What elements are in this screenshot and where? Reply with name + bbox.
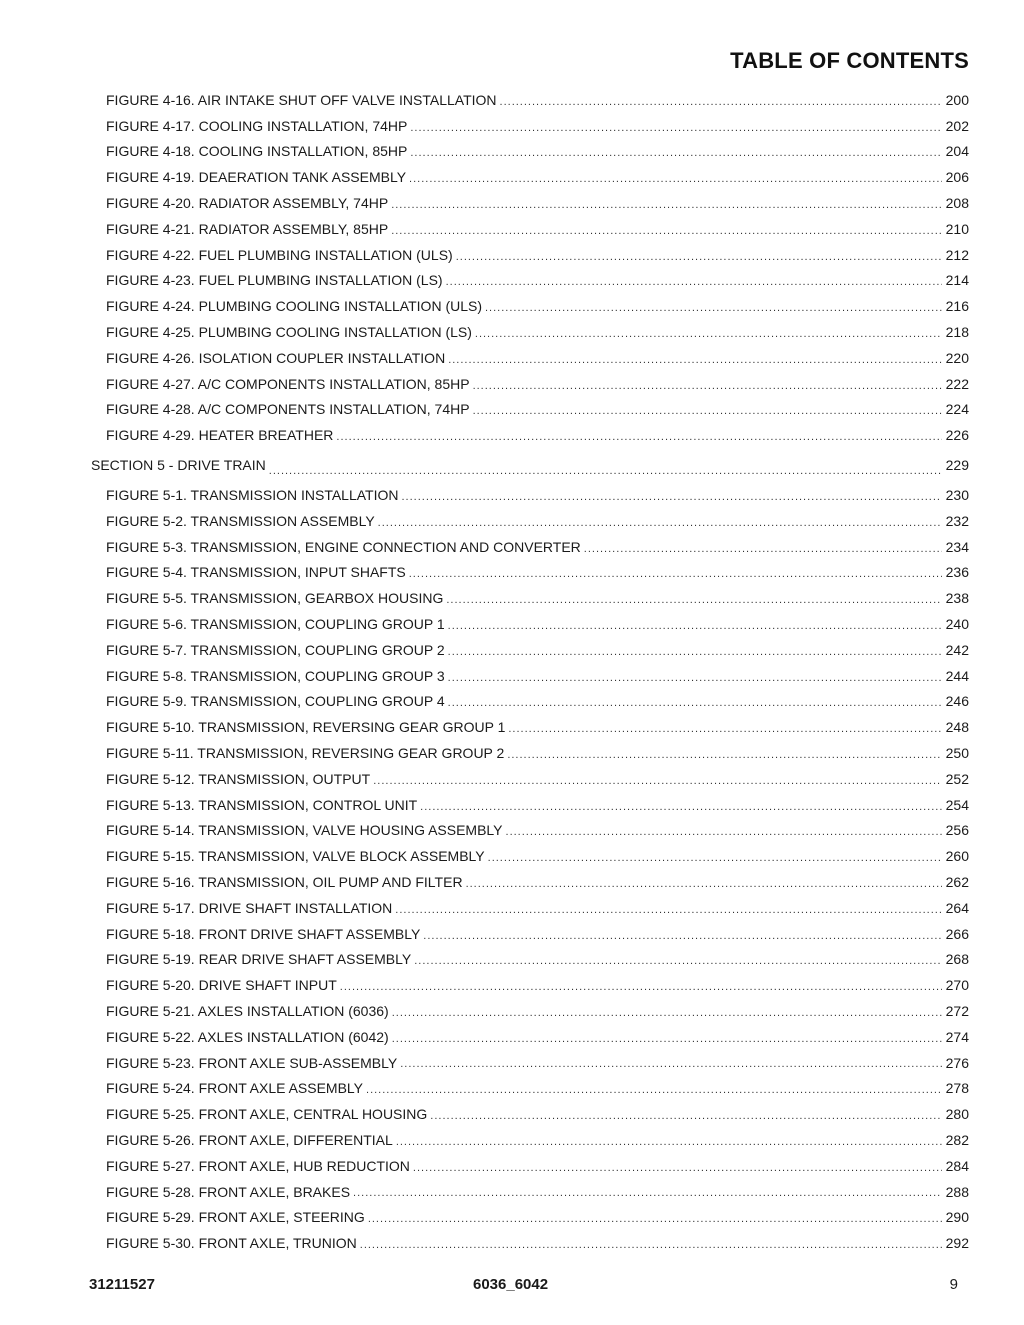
toc-entry-page-number: 204 bbox=[945, 143, 969, 160]
dot-leader bbox=[360, 1238, 942, 1256]
toc-entry-title: FIGURE 4-24. PLUMBING COOLING INSTALLATION (ULS) bbox=[106, 298, 482, 315]
toc-figure-entry[interactable] bbox=[0, 482, 1024, 508]
toc-entry-title: SECTION 5 - DRIVE TRAIN bbox=[91, 457, 266, 474]
toc-entry-title: FIGURE 5-28. FRONT AXLE, BRAKES bbox=[106, 1183, 351, 1200]
dot-leader bbox=[500, 95, 942, 113]
toc-figure-entry[interactable] bbox=[0, 508, 1024, 534]
toc-entry-title: FIGURE 5-26. FRONT AXLE, DIFFERENTIAL bbox=[106, 1131, 393, 1148]
toc-entry-title: FIGURE 5-24. FRONT AXLE ASSEMBLY bbox=[106, 1080, 364, 1097]
toc-entry-title: FIGURE 4-21. RADIATOR ASSEMBLY, 85HP bbox=[106, 220, 389, 237]
toc-entry-page-number: 214 bbox=[945, 272, 969, 289]
toc-entry-title: FIGURE 5-12. TRANSMISSION, OUTPUT bbox=[106, 770, 371, 787]
dot-leader bbox=[395, 903, 942, 921]
toc-figure-entry[interactable] bbox=[0, 1050, 1024, 1076]
dot-leader bbox=[423, 929, 942, 947]
dot-leader bbox=[269, 464, 942, 482]
toc-entry-page-number: 256 bbox=[945, 822, 969, 839]
dot-leader bbox=[448, 645, 942, 663]
toc-entry-page-number: 268 bbox=[945, 951, 969, 968]
dot-leader bbox=[368, 1212, 942, 1230]
toc-entry-page-number: 288 bbox=[945, 1183, 969, 1200]
dot-leader bbox=[420, 800, 942, 818]
toc-figure-entry[interactable] bbox=[0, 895, 1024, 921]
dot-leader bbox=[448, 353, 942, 371]
toc-entry-page-number: 250 bbox=[945, 745, 969, 762]
toc-figure-entry[interactable] bbox=[0, 397, 1024, 423]
toc-entry-title: FIGURE 5-27. FRONT AXLE, HUB REDUCTION bbox=[106, 1157, 410, 1174]
toc-entry-page-number: 254 bbox=[945, 796, 969, 813]
toc-figure-entry[interactable] bbox=[0, 611, 1024, 637]
toc-figure-entry[interactable] bbox=[0, 164, 1024, 190]
dot-leader bbox=[353, 1186, 942, 1204]
toc-entry-page-number: 206 bbox=[945, 169, 969, 186]
toc-entry-title: FIGURE 5-1. TRANSMISSION INSTALLATION bbox=[106, 487, 399, 504]
toc-entry-title: FIGURE 4-20. RADIATOR ASSEMBLY, 74HP bbox=[106, 195, 389, 212]
toc-entry-page-number: 208 bbox=[945, 195, 969, 212]
toc-figure-entry[interactable] bbox=[0, 689, 1024, 715]
footer-page-number: 9 bbox=[949, 1276, 958, 1293]
toc-entry-page-number: 272 bbox=[945, 1002, 969, 1019]
toc-entry-page-number: 274 bbox=[945, 1028, 969, 1045]
toc-entry-page-number: 236 bbox=[945, 564, 969, 581]
toc-entry-page-number: 290 bbox=[945, 1209, 969, 1226]
toc-entry-page-number: 202 bbox=[945, 117, 969, 134]
toc-figure-entry[interactable] bbox=[0, 1204, 1024, 1230]
toc-entry-page-number: 224 bbox=[945, 401, 969, 418]
toc-figure-entry[interactable] bbox=[0, 113, 1024, 139]
toc-entry-page-number: 260 bbox=[945, 848, 969, 865]
toc-entry-page-number: 229 bbox=[945, 457, 969, 474]
dot-leader bbox=[485, 301, 942, 319]
toc-entry-title: FIGURE 5-30. FRONT AXLE, TRUNION bbox=[106, 1235, 357, 1252]
toc-entry-title: FIGURE 5-9. TRANSMISSION, COUPLING GROUP 4 bbox=[106, 693, 445, 710]
toc-figure-entry[interactable] bbox=[0, 293, 1024, 319]
dot-leader bbox=[488, 851, 942, 869]
toc-entry-page-number: 240 bbox=[945, 616, 969, 633]
toc-entry-title: FIGURE 5-4. TRANSMISSION, INPUT SHAFTS bbox=[106, 564, 406, 581]
toc-entry-title: FIGURE 5-19. REAR DRIVE SHAFT ASSEMBLY bbox=[106, 951, 412, 968]
toc-figure-entry[interactable] bbox=[0, 818, 1024, 844]
dot-leader bbox=[400, 1057, 942, 1075]
dot-leader bbox=[430, 1109, 942, 1127]
toc-entry-title: FIGURE 4-26. ISOLATION COUPLER INSTALLATION bbox=[106, 349, 446, 366]
toc-figure-entry[interactable] bbox=[0, 560, 1024, 586]
toc-entry-page-number: 200 bbox=[945, 91, 969, 108]
dot-leader bbox=[446, 593, 942, 611]
toc-figure-entry[interactable] bbox=[0, 371, 1024, 397]
dot-leader bbox=[366, 1083, 942, 1101]
toc-entry-page-number: 252 bbox=[945, 770, 969, 787]
toc-entry-title: FIGURE 5-6. TRANSMISSION, COUPLING GROUP 1 bbox=[106, 616, 445, 633]
toc-entry-title: FIGURE 5-13. TRANSMISSION, CONTROL UNIT bbox=[106, 796, 418, 813]
toc-figure-entry[interactable] bbox=[0, 637, 1024, 663]
toc-entry-title: FIGURE 5-5. TRANSMISSION, GEARBOX HOUSING bbox=[106, 590, 444, 607]
toc-figure-entry[interactable] bbox=[0, 139, 1024, 165]
toc-entry-page-number: 242 bbox=[945, 641, 969, 658]
toc-figure-entry[interactable] bbox=[0, 869, 1024, 895]
toc-entry-title: FIGURE 4-17. COOLING INSTALLATION, 74HP bbox=[106, 117, 408, 134]
toc-entry-page-number: 234 bbox=[945, 538, 969, 555]
dot-leader bbox=[392, 1006, 942, 1024]
toc-entry-page-number: 238 bbox=[945, 590, 969, 607]
toc-entry-title: FIGURE 5-25. FRONT AXLE, CENTRAL HOUSING bbox=[106, 1106, 428, 1123]
dot-leader bbox=[448, 696, 942, 714]
toc-figure-entry[interactable] bbox=[0, 1179, 1024, 1205]
toc-entry-page-number: 266 bbox=[945, 925, 969, 942]
dot-leader bbox=[373, 774, 942, 792]
toc-figure-entry[interactable] bbox=[0, 947, 1024, 973]
dot-leader bbox=[508, 722, 942, 740]
toc-entry-page-number: 244 bbox=[945, 667, 969, 684]
dot-leader bbox=[473, 379, 942, 397]
dot-leader bbox=[396, 1135, 942, 1153]
toc-figure-entry[interactable] bbox=[0, 422, 1024, 448]
page-title: TABLE OF CONTENTS bbox=[730, 48, 969, 73]
toc-entry-page-number: 282 bbox=[945, 1131, 969, 1148]
dot-leader bbox=[414, 954, 942, 972]
dot-leader bbox=[391, 198, 942, 216]
dot-leader bbox=[473, 404, 942, 422]
dot-leader bbox=[506, 825, 942, 843]
toc-figure-entry[interactable] bbox=[0, 1230, 1024, 1256]
toc-figure-entry[interactable] bbox=[0, 1024, 1024, 1050]
dot-leader bbox=[584, 542, 942, 560]
toc-figure-entry[interactable] bbox=[0, 998, 1024, 1024]
toc-figure-entry[interactable] bbox=[0, 1075, 1024, 1101]
page-footer bbox=[0, 1276, 1024, 1298]
toc-entry-title: FIGURE 5-11. TRANSMISSION, REVERSING GEAR GROUP 2 bbox=[106, 745, 505, 762]
toc-entry-title: FIGURE 4-16. AIR INTAKE SHUT OFF VALVE INSTALLATION bbox=[106, 91, 497, 108]
toc-entry-title: FIGURE 5-29. FRONT AXLE, STEERING bbox=[106, 1209, 365, 1226]
toc-entry-title: FIGURE 5-23. FRONT AXLE SUB-ASSEMBLY bbox=[106, 1054, 398, 1071]
dot-leader bbox=[378, 516, 942, 534]
dot-leader bbox=[507, 748, 942, 766]
dot-leader bbox=[340, 980, 942, 998]
toc-figure-entry[interactable] bbox=[0, 190, 1024, 216]
toc-entry-title: FIGURE 5-10. TRANSMISSION, REVERSING GEAR GROUP 1 bbox=[106, 719, 506, 736]
dot-leader bbox=[466, 877, 942, 895]
dot-leader bbox=[409, 567, 942, 585]
footer-model: 6036_6042 bbox=[473, 1276, 549, 1293]
toc-entry-page-number: 222 bbox=[945, 375, 969, 392]
toc-entry-title: FIGURE 4-18. COOLING INSTALLATION, 85HP bbox=[106, 143, 408, 160]
dot-leader bbox=[448, 671, 942, 689]
toc-entry-title: FIGURE 5-21. AXLES INSTALLATION (6036) bbox=[106, 1002, 389, 1019]
toc-figure-entry[interactable] bbox=[0, 740, 1024, 766]
toc-entry-page-number: 226 bbox=[945, 427, 969, 444]
toc-entry-page-number: 212 bbox=[945, 246, 969, 263]
toc-figure-entry[interactable] bbox=[0, 585, 1024, 611]
toc-figure-entry[interactable] bbox=[0, 792, 1024, 818]
toc-entry-title: FIGURE 5-15. TRANSMISSION, VALVE BLOCK ASSEMBLY bbox=[106, 848, 485, 865]
toc-figure-entry[interactable] bbox=[0, 972, 1024, 998]
dot-leader bbox=[392, 1032, 942, 1050]
toc-figure-entry[interactable] bbox=[0, 345, 1024, 371]
toc-entry-page-number: 284 bbox=[945, 1157, 969, 1174]
toc-entry-page-number: 262 bbox=[945, 874, 969, 890]
toc-entry-page-number: 280 bbox=[945, 1106, 969, 1123]
dot-leader bbox=[409, 172, 942, 190]
toc-figure-entry[interactable] bbox=[0, 216, 1024, 242]
toc-figure-entry[interactable] bbox=[0, 663, 1024, 689]
toc-entry-title: FIGURE 5-18. FRONT DRIVE SHAFT ASSEMBLY bbox=[106, 925, 421, 942]
toc-figure-entry[interactable] bbox=[0, 921, 1024, 947]
toc-entry-title: FIGURE 5-14. TRANSMISSION, VALVE HOUSING ASSEMBLY bbox=[106, 822, 503, 839]
toc-figure-entry[interactable] bbox=[0, 87, 1024, 113]
toc-figure-entry[interactable] bbox=[0, 1101, 1024, 1127]
dot-leader bbox=[456, 250, 942, 268]
toc-entry-title: FIGURE 4-19. DEAERATION TANK ASSEMBLY bbox=[106, 169, 407, 186]
toc-figure-entry[interactable] bbox=[0, 319, 1024, 345]
toc-entry-page-number: 246 bbox=[945, 693, 969, 710]
toc-entry-title: FIGURE 5-8. TRANSMISSION, COUPLING GROUP 3 bbox=[106, 667, 445, 684]
toc-entry-title: FIGURE 4-27. A/C COMPONENTS INSTALLATION, 85HP bbox=[106, 375, 470, 392]
toc-entry-title: FIGURE 5-2. TRANSMISSION ASSEMBLY bbox=[106, 512, 375, 529]
toc-figure-entry[interactable] bbox=[0, 766, 1024, 792]
toc-entry-title: FIGURE 4-29. HEATER BREATHER bbox=[106, 427, 334, 444]
toc-entry-page-number: 270 bbox=[945, 977, 969, 994]
toc-section-entry[interactable] bbox=[0, 448, 1024, 482]
toc-entry-page-number: 278 bbox=[945, 1080, 969, 1097]
toc-entry-page-number: 220 bbox=[945, 349, 969, 366]
dot-leader bbox=[336, 430, 942, 448]
toc-entry-title: FIGURE 5-7. TRANSMISSION, COUPLING GROUP 2 bbox=[106, 641, 445, 658]
dot-leader bbox=[446, 275, 942, 293]
toc-entry-page-number: 218 bbox=[945, 324, 969, 341]
toc-entry-title: FIGURE 4-25. PLUMBING COOLING INSTALLATION (LS) bbox=[106, 324, 472, 341]
dot-leader bbox=[413, 1161, 942, 1179]
toc-figure-entry[interactable] bbox=[0, 1127, 1024, 1153]
toc-figure-entry[interactable] bbox=[0, 714, 1024, 740]
toc-entry-page-number: 276 bbox=[945, 1054, 969, 1071]
toc-entry-title: FIGURE 5-22. AXLES INSTALLATION (6042) bbox=[106, 1028, 389, 1045]
toc-figure-entry[interactable] bbox=[0, 534, 1024, 560]
toc-entry-page-number: 248 bbox=[945, 719, 969, 736]
toc-figure-entry[interactable] bbox=[0, 1153, 1024, 1179]
toc-entry-title: FIGURE 5-16. TRANSMISSION, OIL PUMP AND FILTER bbox=[106, 874, 463, 890]
toc-entry-page-number: 210 bbox=[945, 220, 969, 237]
toc-entry-title: FIGURE 5-3. TRANSMISSION, ENGINE CONNECTION AND CONVERTER bbox=[106, 538, 581, 555]
toc-entry-title: FIGURE 4-28. A/C COMPONENTS INSTALLATION, 74HP bbox=[106, 401, 470, 418]
footer-document-number: 31211527 bbox=[89, 1276, 155, 1293]
dot-leader bbox=[448, 619, 942, 637]
toc-entry-title: FIGURE 4-22. FUEL PLUMBING INSTALLATION (ULS) bbox=[106, 246, 453, 263]
dot-leader bbox=[391, 224, 942, 242]
dot-leader bbox=[410, 121, 942, 139]
table-of-contents bbox=[0, 87, 1024, 1256]
toc-entry-title: FIGURE 4-23. FUEL PLUMBING INSTALLATION (LS) bbox=[106, 272, 443, 289]
toc-entry-title: FIGURE 5-20. DRIVE SHAFT INPUT bbox=[106, 977, 337, 994]
dot-leader bbox=[410, 146, 942, 164]
toc-entry-title: FIGURE 5-17. DRIVE SHAFT INSTALLATION bbox=[106, 899, 393, 916]
toc-figure-entry[interactable] bbox=[0, 242, 1024, 268]
toc-figure-entry[interactable] bbox=[0, 268, 1024, 294]
toc-entry-page-number: 292 bbox=[945, 1235, 969, 1252]
toc-entry-page-number: 264 bbox=[945, 899, 969, 916]
dot-leader bbox=[402, 490, 943, 508]
toc-figure-entry[interactable] bbox=[0, 843, 1024, 869]
toc-entry-page-number: 232 bbox=[945, 512, 969, 529]
toc-entry-page-number: 230 bbox=[945, 487, 969, 504]
dot-leader bbox=[475, 327, 942, 345]
toc-entry-page-number: 216 bbox=[945, 298, 969, 315]
